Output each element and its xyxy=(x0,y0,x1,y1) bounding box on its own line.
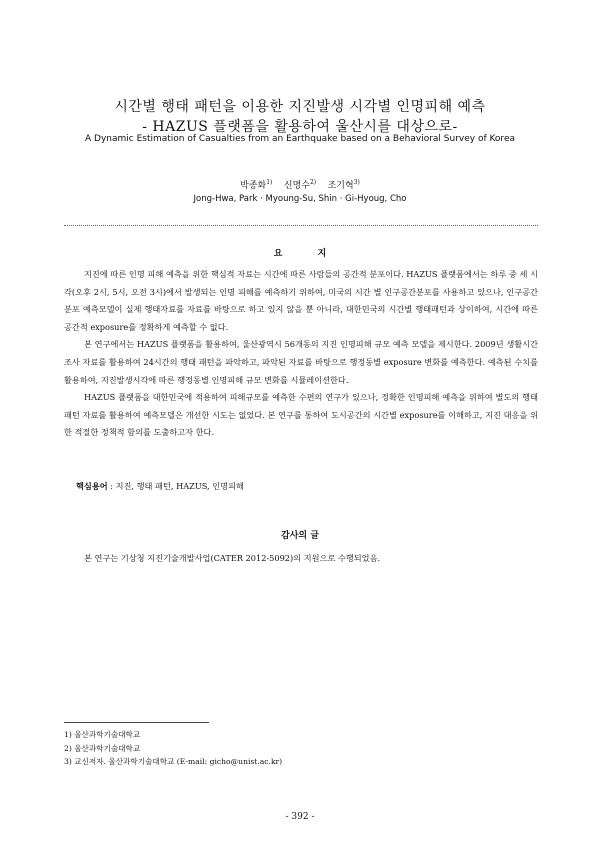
footnote-item: 1) 울산과학기술대학교 xyxy=(64,730,141,739)
abstract-paragraph: 본 연구에서는 HAZUS 플랫폼을 활용하여, 울산광역시 56개동의 지진 인명피해 규모 예측 모델을 제시한다. 2009년 생활시간조사 자료를 활용하여 24시간의 행태 패턴을 파악하고, 파악된 자료를 바탕으로 행정동별 exposure 변화를 예측한다. 예측된 수치를 활용하여, 지진발생시각에 따른 행정동별 인명피해 규모 변화를 시뮬레이션한다. xyxy=(64,339,538,385)
author-footnote-mark: 3) xyxy=(353,179,360,186)
authors-english: Jong-Hwa, Park · Myoung-Su, Shin · Gi-Hyoug, Cho xyxy=(193,194,407,204)
keywords-label: 핵심용어 xyxy=(76,481,108,491)
title-english: A Dynamic Estimation of Casualties from an Earthquake based on a Behavioral Survey of Korea xyxy=(85,134,515,144)
footnote-item: 3) 교신저자. 울산과학기술대학교 (E-mail: gicho@unist.ac.kr) xyxy=(64,757,283,767)
abstract-paragraph: 지진에 따른 인명 피해 예측을 위한 핵심적 자료는 시간에 따른 사람들의 공간적 분포이다. HAZUS 플랫폼에서는 하루 중 세 시각(오후 2시, 5시, 오전 3시)에서 발생되는 인명 피해를 예측하기 위하여, 미국의 시간 별 인구공간분포를 사용하고 있으나, 인구공간분포 예측모델이 실제 행태자료를 자료를 바탕으로 하고 있지 않을 뿐 아니라, 대한민국의 시간별 행태패턴과 상이하여, 시간에 따른 공간적 exposure를 정확하게 예측할 수 없다. xyxy=(64,269,538,332)
acknowledgement-heading: 감사의 글 xyxy=(281,531,319,541)
author-name: 조기혁 xyxy=(327,181,354,191)
author-name: 신명수 xyxy=(283,181,310,191)
header-divider xyxy=(64,225,538,226)
abstract-heading: 요 지 xyxy=(273,249,343,259)
abstract-paragraph: HAZUS 플랫폼을 대한민국에 적용하여 피해규모를 예측한 수편의 연구가 있으나, 정확한 인명피해 예측을 위하여 별도의 행태 패턴 자료를 활용하여 예측모델은 개선한 시도는 없었다. 본 연구를 통하여 도시공간의 시간별 exposure를 이해하고, 지진 대응을 위한 적절한 정책적 함의를 도출하고자 한다. xyxy=(64,392,538,438)
footnote-item: 2) 울산과학기술대학교 xyxy=(64,743,141,753)
title-korean-line2: - HAZUS 플랫폼을 활용하여 울산시를 대상으로- xyxy=(142,119,458,135)
keywords-list: : 지진, 행태 패턴, HAZUS, 인명피해 xyxy=(110,481,244,491)
keywords xyxy=(76,481,244,492)
footnote-rule xyxy=(64,722,209,723)
author-footnote-mark: 2) xyxy=(309,179,317,186)
page-number: - 392 - xyxy=(285,812,315,822)
title-korean-line1: 시간별 행태 패턴을 이용한 지진발생 시각별 인명피해 예측 xyxy=(114,99,486,115)
acknowledgement-body xyxy=(64,550,538,568)
footnotes xyxy=(64,728,282,769)
author-name: 박종화 xyxy=(240,181,267,191)
author-footnote-mark: 1) xyxy=(266,179,273,186)
abstract-body xyxy=(64,266,538,442)
acknowledgement-text: 본 연구는 기상청 지진기술개발사업(CATER 2012-5092)의 지원으로 수행되었음. xyxy=(84,553,381,563)
authors-korean xyxy=(0,178,600,191)
